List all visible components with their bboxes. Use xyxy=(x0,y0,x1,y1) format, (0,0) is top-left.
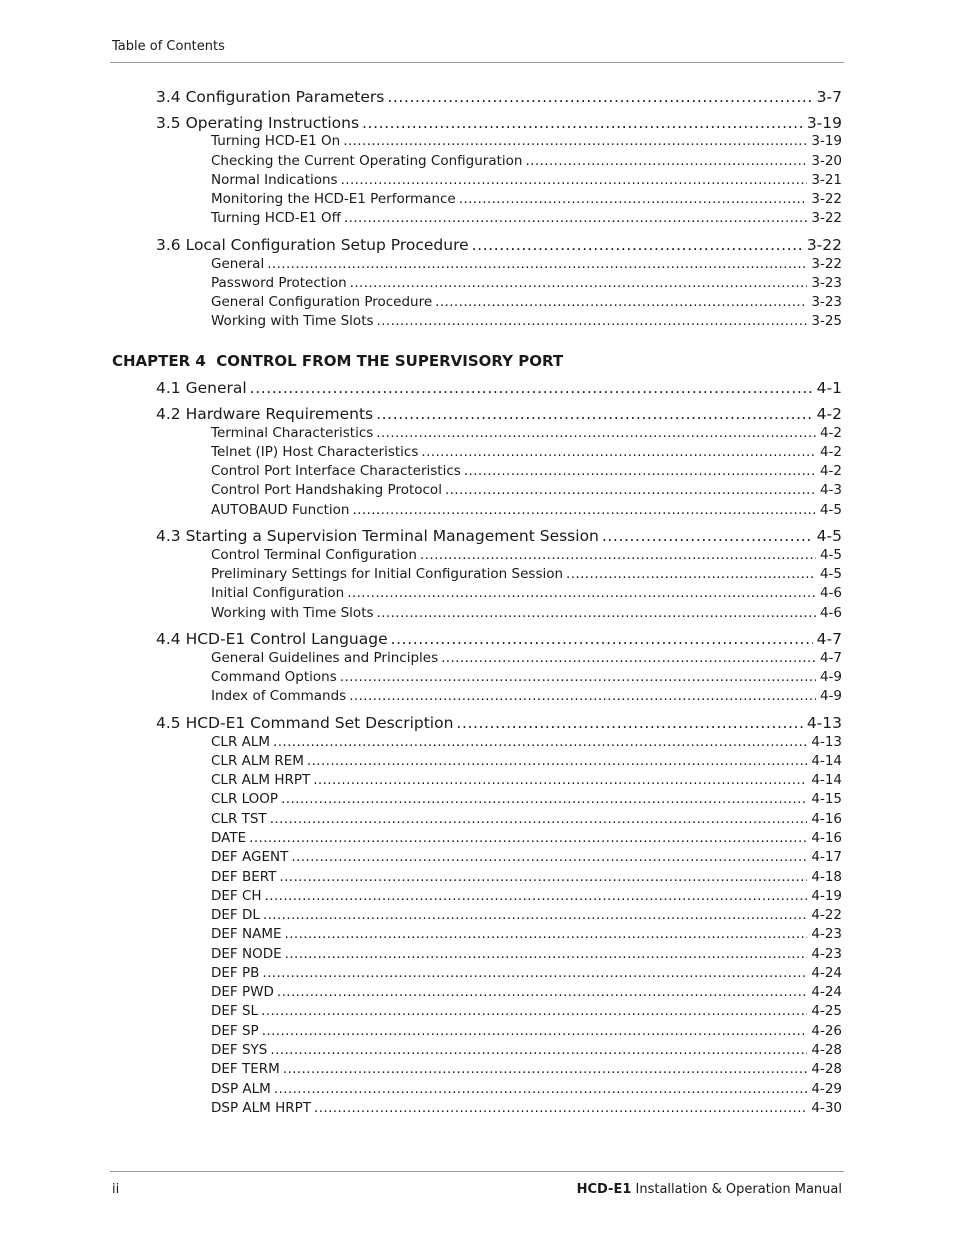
toc-entry-page: 4-13 xyxy=(806,714,842,732)
footer-manual-title xyxy=(577,1182,842,1197)
toc-dot-leader xyxy=(445,482,816,498)
toc-subsection-entry[interactable] xyxy=(211,1061,842,1079)
toc-entry-title: CLR LOOP xyxy=(211,791,279,807)
toc-entry-title: Control Port Handshaking Protocol xyxy=(211,482,442,498)
toc-dot-leader xyxy=(376,425,816,441)
toc-entry-title: Index of Commands xyxy=(211,688,347,704)
toc-dot-leader xyxy=(352,502,815,518)
toc-entry-page: 3-22 xyxy=(811,191,842,207)
toc-dot-leader xyxy=(277,984,807,1000)
toc-subsection-entry[interactable] xyxy=(211,425,842,443)
toc-dot-leader xyxy=(602,527,813,545)
toc-entry-title: DEF SYS xyxy=(211,1042,268,1058)
toc-entry-page: 4-15 xyxy=(811,791,842,807)
toc-entry-page: 3-20 xyxy=(811,153,842,169)
toc-entry-page: 4-18 xyxy=(811,869,842,885)
toc-dot-leader xyxy=(285,946,808,962)
toc-entry-page: 4-7 xyxy=(819,650,842,666)
toc-dot-leader xyxy=(349,688,816,704)
toc-subsection-entry[interactable] xyxy=(211,734,842,752)
toc-entry-page: 4-9 xyxy=(819,688,842,704)
toc-entry-page: 3-19 xyxy=(811,133,842,149)
toc-dot-leader xyxy=(377,313,808,329)
toc-entry-title: CLR ALM HRPT xyxy=(211,772,311,788)
toc-dot-leader xyxy=(281,791,807,807)
toc-subsection-entry[interactable] xyxy=(211,1023,842,1041)
toc-section-entry[interactable] xyxy=(156,527,842,547)
toc-entry-title: Monitoring the HCD-E1 Performance xyxy=(211,191,456,207)
toc-entry-title: Control Port Interface Characteristics xyxy=(211,463,461,479)
toc-dot-leader xyxy=(441,650,816,666)
toc-entry-page: 4-14 xyxy=(811,753,842,769)
toc-entry-page: 4-5 xyxy=(819,502,842,518)
toc-subsection-entry[interactable] xyxy=(211,133,842,151)
toc-section-entry[interactable] xyxy=(156,379,842,399)
toc-entry-title: DEF PB xyxy=(211,965,260,981)
toc-dot-leader xyxy=(262,965,807,981)
toc-subsection-entry[interactable] xyxy=(211,566,842,584)
toc-entry-page: 4-6 xyxy=(819,585,842,601)
toc-dot-leader xyxy=(249,830,807,846)
toc-subsection-entry[interactable] xyxy=(211,275,842,293)
toc-entry-title: 3.5 Operating Instructions xyxy=(156,114,360,132)
toc-subsection-entry[interactable] xyxy=(211,984,842,1002)
toc-subsection-entry[interactable] xyxy=(211,482,842,500)
toc-entry-page: 4-24 xyxy=(811,965,842,981)
toc-subsection-entry[interactable] xyxy=(211,1100,842,1118)
toc-subsection-entry[interactable] xyxy=(211,849,842,867)
toc-entry-title: General xyxy=(211,256,265,272)
toc-entry-page: 4-28 xyxy=(811,1061,842,1077)
toc-entry-title: Password Protection xyxy=(211,275,347,291)
toc-dot-leader xyxy=(456,714,802,732)
toc-entry-page: 3-22 xyxy=(811,256,842,272)
toc-section-entry[interactable] xyxy=(156,405,842,425)
toc-dot-leader xyxy=(262,1023,808,1039)
toc-entry-title: DEF NAME xyxy=(211,926,282,942)
toc-dot-leader xyxy=(464,463,816,479)
toc-entry-page: 4-24 xyxy=(811,984,842,1000)
toc-subsection-entry[interactable] xyxy=(211,547,842,565)
toc-subsection-entry[interactable] xyxy=(211,153,842,171)
toc-subsection-entry[interactable] xyxy=(211,907,842,925)
toc-entry-title: DEF SP xyxy=(211,1023,259,1039)
toc-entry-title: Turning HCD-E1 Off xyxy=(211,210,341,226)
toc-dot-leader xyxy=(435,294,807,310)
toc-entry-page: 4-9 xyxy=(819,669,842,685)
toc-dot-leader xyxy=(261,1003,807,1019)
toc-entry-page: 4-5 xyxy=(819,566,842,582)
toc-entry-page: 4-2 xyxy=(819,444,842,460)
toc-entry-title: 4.5 HCD-E1 Command Set Description xyxy=(156,714,454,732)
toc-entry-page: 4-28 xyxy=(811,1042,842,1058)
toc-subsection-entry[interactable] xyxy=(211,1003,842,1021)
toc-dot-leader xyxy=(347,585,816,601)
toc-entry-title: Working with Time Slots xyxy=(211,605,374,621)
toc-entry-title: AUTOBAUD Function xyxy=(211,502,350,518)
toc-dot-leader xyxy=(270,811,808,827)
toc-entry-title: DEF NODE xyxy=(211,946,282,962)
toc-dot-leader xyxy=(391,630,813,648)
toc-entry-title: 4.1 General xyxy=(156,379,247,397)
toc-entry-title: Preliminary Settings for Initial Configuration Session xyxy=(211,566,564,582)
toc-entry-title: DEF TERM xyxy=(211,1061,280,1077)
toc-dot-leader xyxy=(314,1100,807,1116)
toc-subsection-entry[interactable] xyxy=(211,688,842,706)
toc-entry-title: Terminal Characteristics xyxy=(211,425,374,441)
toc-subsection-entry[interactable] xyxy=(211,926,842,944)
toc-entry-page: 4-1 xyxy=(816,379,842,397)
toc-subsection-entry[interactable] xyxy=(211,669,842,687)
toc-entry-title: Control Terminal Configuration xyxy=(211,547,417,563)
toc-entry-page: 4-16 xyxy=(811,830,842,846)
toc-entry-page: 4-13 xyxy=(811,734,842,750)
footer-product: HCD-E1 xyxy=(576,1182,632,1197)
toc-entry-page: 3-25 xyxy=(811,313,842,329)
toc-entry-title: 3.4 Configuration Parameters xyxy=(156,88,385,106)
toc-entry-title: DEF CH xyxy=(211,888,262,904)
toc-subsection-entry[interactable] xyxy=(211,888,842,906)
toc-dot-leader xyxy=(566,566,816,582)
toc-entry-page: 3-21 xyxy=(811,172,842,188)
toc-entry-title: Initial Configuration xyxy=(211,585,345,601)
toc-entry-title: DEF SL xyxy=(211,1003,259,1019)
toc-entry-page: 3-22 xyxy=(811,210,842,226)
toc-subsection-entry[interactable] xyxy=(211,502,842,520)
footer-manual-name: Installation & Operation Manual xyxy=(631,1182,842,1197)
toc-dot-leader xyxy=(376,405,813,423)
toc-dot-leader xyxy=(313,772,807,788)
toc-dot-leader xyxy=(267,256,807,272)
toc-entry-page: 4-25 xyxy=(811,1003,842,1019)
header-title: Table of Contents xyxy=(112,39,225,54)
toc-subsection-entry[interactable] xyxy=(211,191,842,209)
toc-dot-leader xyxy=(279,869,807,885)
toc-entry-page: 4-19 xyxy=(811,888,842,904)
toc-entry-page: 4-16 xyxy=(811,811,842,827)
toc-entry-title: DEF AGENT xyxy=(211,849,289,865)
toc-entry-page: 4-2 xyxy=(819,425,842,441)
toc-entry-page: 4-29 xyxy=(811,1081,842,1097)
toc-entry-title: DEF PWD xyxy=(211,984,274,1000)
toc-entry-title: CLR TST xyxy=(211,811,267,827)
toc-entry-title: 3.6 Local Configuration Setup Procedure xyxy=(156,236,469,254)
toc-entry-page: 3-22 xyxy=(806,236,842,254)
toc-dot-leader xyxy=(283,1061,808,1077)
toc-section-entry[interactable] xyxy=(156,714,842,734)
toc-dot-leader xyxy=(285,926,808,942)
toc-subsection-entry[interactable] xyxy=(211,830,842,848)
toc-dot-leader xyxy=(420,547,816,563)
toc-entry-title: 4.3 Starting a Supervision Terminal Management Session xyxy=(156,527,599,545)
toc-dot-leader xyxy=(377,605,816,621)
toc-entry-title: DATE xyxy=(211,830,247,846)
chapter-heading: CHAPTER 4 CONTROL FROM THE SUPERVISORY PORT xyxy=(112,352,564,370)
toc-entry-title: DSP ALM HRPT xyxy=(211,1100,312,1116)
toc-entry-page: 4-26 xyxy=(811,1023,842,1039)
toc-dot-leader xyxy=(341,172,808,188)
toc-entry-title: Turning HCD-E1 On xyxy=(211,133,341,149)
toc-section-entry[interactable] xyxy=(156,88,842,108)
toc-subsection-entry[interactable] xyxy=(211,172,842,190)
toc-section-entry[interactable] xyxy=(156,236,842,256)
toc-subsection-entry[interactable] xyxy=(211,791,842,809)
toc-entry-title: DEF BERT xyxy=(211,869,277,885)
toc-entry-title: 4.4 HCD-E1 Control Language xyxy=(156,630,388,648)
toc-dot-leader xyxy=(525,153,807,169)
toc-dot-leader xyxy=(265,888,808,904)
toc-entry-page: 4-14 xyxy=(811,772,842,788)
toc-entry-page: 4-23 xyxy=(811,926,842,942)
toc-subsection-entry[interactable] xyxy=(211,605,842,623)
toc-dot-leader xyxy=(343,133,807,149)
toc-dot-leader xyxy=(421,444,816,460)
toc-dot-leader xyxy=(273,734,807,750)
toc-entry-page: 4-3 xyxy=(819,482,842,498)
toc-entry-page: 4-22 xyxy=(811,907,842,923)
toc-subsection-entry[interactable] xyxy=(211,965,842,983)
toc-subsection-entry[interactable] xyxy=(211,294,842,312)
toc-dot-leader xyxy=(250,379,813,397)
toc-dot-leader xyxy=(263,907,807,923)
toc-entry-title: DSP ALM xyxy=(211,1081,271,1097)
toc-entry-title: Normal Indications xyxy=(211,172,338,188)
toc-dot-leader xyxy=(350,275,808,291)
toc-dot-leader xyxy=(274,1081,808,1097)
toc-entry-title: Working with Time Slots xyxy=(211,313,374,329)
toc-entry-title: Checking the Current Operating Configuration xyxy=(211,153,523,169)
toc-entry-page: 3-7 xyxy=(816,88,842,106)
toc-dot-leader xyxy=(362,114,803,132)
toc-entry-page: 4-30 xyxy=(811,1100,842,1116)
toc-subsection-entry[interactable] xyxy=(211,313,842,331)
toc-entry-title: General Configuration Procedure xyxy=(211,294,433,310)
toc-section-entry[interactable] xyxy=(156,630,842,650)
toc-dot-leader xyxy=(270,1042,807,1058)
toc-entry-page: 3-19 xyxy=(806,114,842,132)
toc-section-entry[interactable] xyxy=(156,114,842,134)
toc-subsection-entry[interactable] xyxy=(211,463,842,481)
toc-entry-page: 3-23 xyxy=(811,275,842,291)
toc-entry-page: 4-17 xyxy=(811,849,842,865)
toc-entry-page: 4-6 xyxy=(819,605,842,621)
toc-subsection-entry[interactable] xyxy=(211,210,842,228)
toc-entry-title: Telnet (IP) Host Characteristics xyxy=(211,444,419,460)
toc-entry-title: CLR ALM REM xyxy=(211,753,304,769)
toc-entry-title: DEF DL xyxy=(211,907,260,923)
toc-entry-page: 4-7 xyxy=(816,630,842,648)
toc-entry-page: 4-2 xyxy=(816,405,842,423)
toc-subsection-entry[interactable] xyxy=(211,444,842,462)
toc-subsection-entry[interactable] xyxy=(211,753,842,771)
footer-divider xyxy=(110,1171,844,1172)
toc-entry-page: 4-5 xyxy=(819,547,842,563)
footer-page-number: ii xyxy=(112,1182,120,1197)
toc-subsection-entry[interactable] xyxy=(211,772,842,790)
toc-subsection-entry[interactable] xyxy=(211,256,842,274)
toc-entry-page: 4-2 xyxy=(819,463,842,479)
toc-entry-title: Command Options xyxy=(211,669,337,685)
toc-subsection-entry[interactable] xyxy=(211,1081,842,1099)
toc-subsection-entry[interactable] xyxy=(211,946,842,964)
toc-subsection-entry[interactable] xyxy=(211,1042,842,1060)
toc-subsection-entry[interactable] xyxy=(211,650,842,668)
toc-subsection-entry[interactable] xyxy=(211,585,842,603)
toc-subsection-entry[interactable] xyxy=(211,869,842,887)
toc-dot-leader xyxy=(291,849,807,865)
toc-dot-leader xyxy=(472,236,803,254)
toc-dot-leader xyxy=(344,210,807,226)
toc-entry-page: 4-23 xyxy=(811,946,842,962)
toc-dot-leader xyxy=(387,88,812,106)
toc-entry-page: 4-5 xyxy=(816,527,842,545)
toc-entry-title: CLR ALM xyxy=(211,734,271,750)
toc-dot-leader xyxy=(307,753,807,769)
toc-entry-page: 3-23 xyxy=(811,294,842,310)
toc-entry-title: 4.2 Hardware Requirements xyxy=(156,405,374,423)
toc-dot-leader xyxy=(459,191,808,207)
toc-entry-title: General Guidelines and Principles xyxy=(211,650,439,666)
toc-dot-leader xyxy=(340,669,816,685)
toc-subsection-entry[interactable] xyxy=(211,811,842,829)
